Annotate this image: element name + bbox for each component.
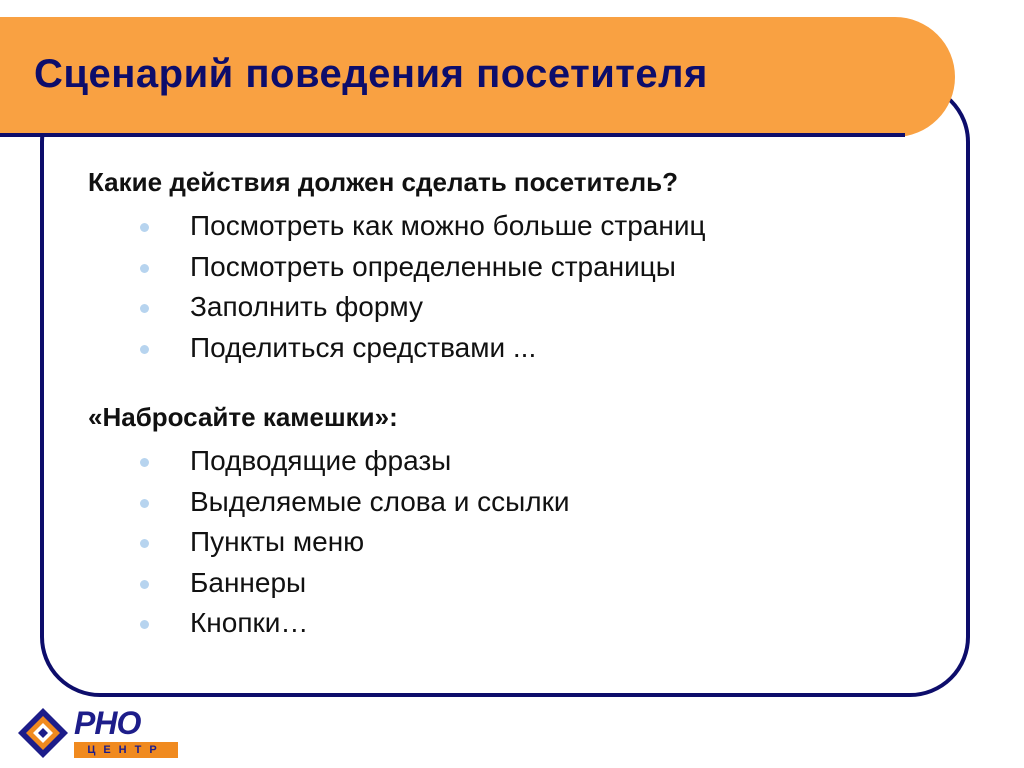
bullet-icon (140, 580, 149, 589)
list-item-text: Посмотреть как можно больше страниц (190, 210, 706, 241)
logo-diamond-icon (16, 706, 70, 760)
bullet-icon (140, 304, 149, 313)
list-item-text: Пункты меню (190, 526, 365, 557)
logo (16, 706, 166, 760)
logo-name: РНО (74, 705, 141, 741)
list-item-text: Кнопки… (190, 607, 309, 638)
bullet-icon (140, 223, 149, 232)
list-item-text: Посмотреть определенные страницы (190, 250, 676, 282)
bullet-icon (140, 499, 149, 508)
section-heading-pebbles: «Набросайте камешки»: (88, 402, 398, 432)
list-item-text: Поделиться средствами ... (190, 331, 537, 363)
title-underline (0, 133, 905, 137)
bullet-icon (140, 264, 149, 273)
list-item-text: Подводящие фразы (190, 445, 452, 476)
slide-title: Сценарий поведения посетителя (34, 52, 708, 96)
list-item-text: Выделяемые слова и ссылки (190, 485, 570, 517)
list-item-text: Баннеры (190, 566, 307, 598)
section-heading-actions: Какие действия должен сделать посетитель? (88, 167, 679, 197)
logo-subtitle-box (74, 742, 178, 758)
bullet-icon (140, 620, 149, 629)
bullet-icon (140, 539, 149, 548)
logo-subtitle: ЦЕНТР (87, 744, 165, 756)
list-item-text: Заполнить форму (190, 291, 423, 322)
bullet-icon (140, 345, 149, 354)
bullet-icon (140, 458, 149, 467)
